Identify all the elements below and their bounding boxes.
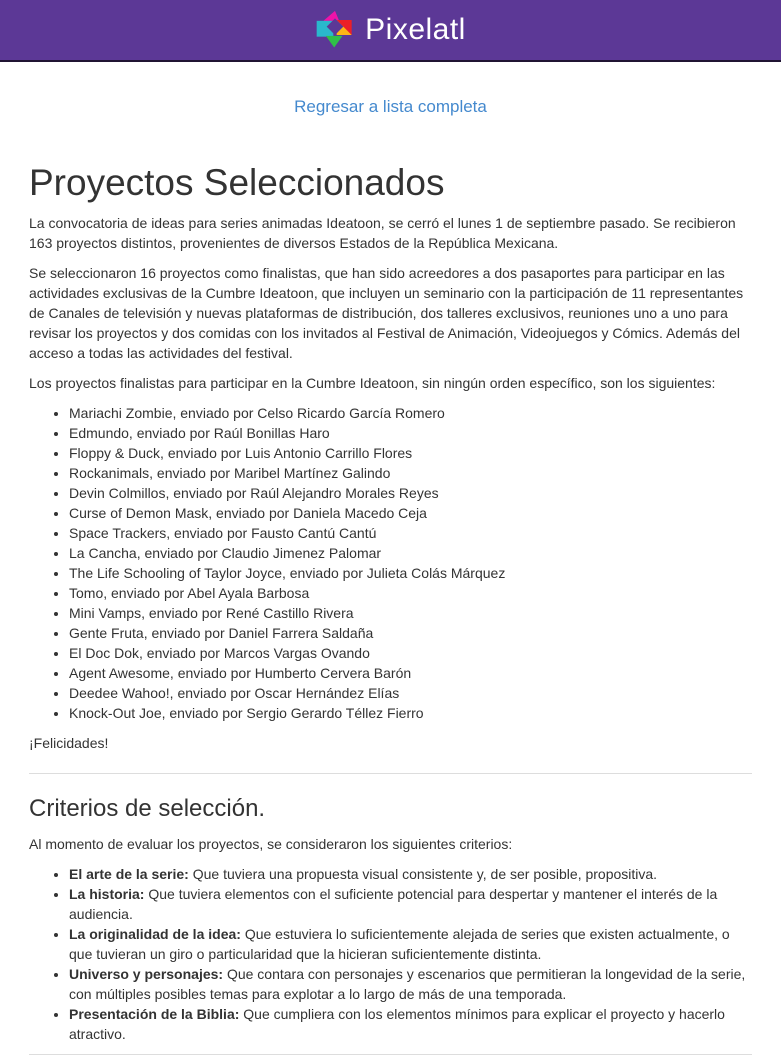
brand-wordmark: Pixelatl (365, 13, 466, 46)
project-item: • Mariachi Zombie, enviado por Celso Ricardo García Romero (69, 403, 752, 423)
project-item: • Deedee Wahoo!, enviado por Oscar Hernández Elías (69, 683, 752, 703)
intro-paragraph-2: Se seleccionaron 16 proyectos como finalistas, que han sido acreedores a dos pasaportes para participar en las actividades exclusivas de la Cumbre Ideatoon, que incluyen un seminario con la participación de 11 representantes de Canales de televisión y nuevas plataformas de distribución, dos talleres exclusivos, reuniones uno a uno para revisar los proyectos y dos comidas con los invitados al Festival de Animación, Videojuegos y Cómics. Además del acceso a todas las actividades del festival. (29, 265, 744, 361)
project-item: • Devin Colmillos, enviado por Raúl Alejandro Morales Reyes (69, 483, 752, 503)
pixelatl-logo-icon (315, 8, 355, 52)
criteria-intro: Al momento de evaluar los proyectos, se consideraron los siguientes criterios: (29, 836, 513, 852)
project-item: • Space Trackers, enviado por Fausto Cantú Cantú (69, 523, 752, 543)
criteria-label: Presentación de la Biblia: (69, 1006, 240, 1022)
intro-paragraph-1: La convocatoria de ideas para series animadas Ideatoon, se cerró el lunes 1 de septiembre pasado. Se recibieron 163 proyectos distintos, provenientes de diversos Estados de la República Mexicana. (29, 215, 736, 251)
criteria-item (69, 864, 752, 884)
back-to-list-link[interactable]: Regresar a lista completa (294, 97, 487, 116)
brand-logo-link[interactable] (315, 8, 466, 52)
criteria-item (69, 924, 752, 964)
site-header (0, 0, 781, 62)
project-item: • Tomo, enviado por Abel Ayala Barbosa (69, 583, 752, 603)
section-divider (29, 773, 752, 774)
criteria-label: Universo y personajes: (69, 966, 224, 982)
project-item: • Mini Vamps, enviado por René Castillo Rivera (69, 603, 752, 623)
project-item: • El Doc Dok, enviado por Marcos Vargas Ovando (69, 643, 752, 663)
page-title: Proyectos Seleccionados (29, 162, 445, 203)
criteria-text: Que tuviera una propuesta visual consistente y, de ser posible, propositiva. (192, 866, 658, 882)
project-item: • Gente Fruta, enviado por Daniel Farrera Saldaña (69, 623, 752, 643)
criteria-label: La originalidad de la idea: (69, 926, 241, 942)
intro-paragraph-3: Los proyectos finalistas para participar en la Cumbre Ideatoon, sin ningún orden específico, son los siguientes: (29, 375, 716, 391)
criteria-item (69, 884, 752, 924)
project-item: • La Cancha, enviado por Claudio Jimenez Palomar (69, 543, 752, 563)
criteria-item (69, 964, 752, 1004)
criteria-label: La historia: (69, 886, 145, 902)
criteria-text: Que cumpliera con los elementos mínimos para explicar el proyecto y hacerlo atractivo. (69, 1006, 725, 1042)
project-item: • Knock-Out Joe, enviado por Sergio Gerardo Téllez Fierro (69, 703, 752, 723)
criteria-text: Que estuviera lo suficientemente alejada de series que existen actualmente, o que tuvieran un giro o particularidad que la hicieran suficientemente distinta. (69, 926, 730, 962)
congrats-text: ¡Felicidades! (29, 735, 109, 751)
article-content (0, 162, 781, 1055)
project-item: • Agent Awesome, enviado por Humberto Cervera Barón (69, 663, 752, 683)
project-item: • Floppy & Duck, enviado por Luis Antonio Carrillo Flores (69, 443, 752, 463)
criteria-title: Criterios de selección. (29, 795, 266, 822)
criteria-list (29, 864, 752, 1044)
project-item: • Rockanimals, enviado por Maribel Martínez Galindo (69, 463, 752, 483)
project-item: • The Life Schooling of Taylor Joyce, enviado por Julieta Colás Márquez (69, 563, 752, 583)
projects-list (29, 403, 752, 723)
project-item: • Curse of Demon Mask, enviado por Daniela Macedo Ceja (69, 503, 752, 523)
criteria-label: El arte de la serie: (69, 866, 189, 882)
criteria-item (69, 1004, 752, 1044)
criteria-text: Que contara con personajes y escenarios que permitieran la longevidad de la serie, con múltiples posibles temas para explotar a lo largo de más de una temporada. (69, 966, 746, 1002)
back-link-row (0, 96, 781, 118)
criteria-text: Que tuviera elementos con el suficiente potencial para despertar y mantener el interés de la audiencia. (69, 886, 718, 922)
project-item: • Edmundo, enviado por Raúl Bonillas Haro (69, 423, 752, 443)
